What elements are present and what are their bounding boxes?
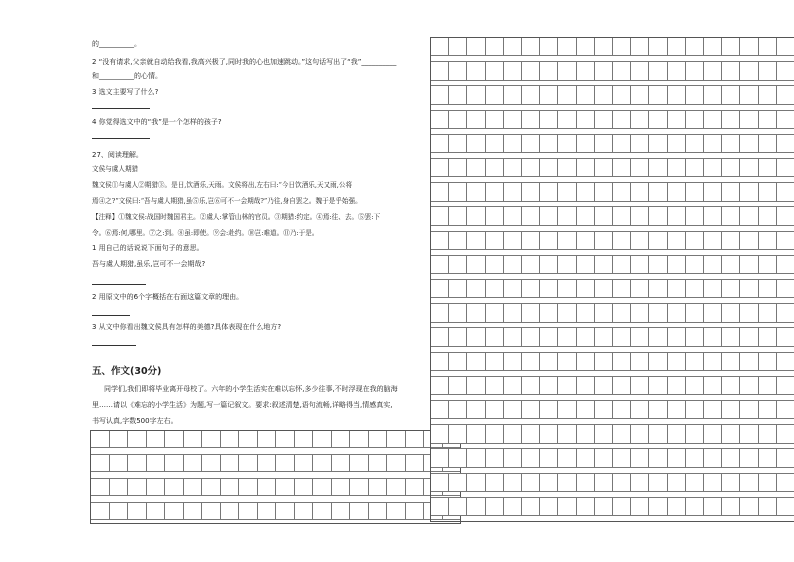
composition-prompt-line: 里……请以《难忘的小学生活》为题,写一篇记叙文。要求:叙述清楚,语句流畅,详略得当,情感真实,: [92, 401, 393, 409]
composition-prompt-line: 同学们,我们即将毕业离开母校了。六年的小学生活实在难以忘怀,多少往事,不时浮现在我的脑海: [104, 385, 398, 393]
notes-line: 令。⑥焉:何,哪里。⑦之:到。⑧虽:即使。⑨会:赴约。⑩岂:难道。⑪乃:于是。: [92, 229, 319, 237]
sub-question-2: 2 用原文中的6个字概括在右面这篇文章的理由。: [92, 293, 244, 301]
answer-line: [92, 345, 136, 346]
composition-grid-right[interactable]: [430, 37, 794, 522]
question-27-heading: 27、阅读理解。: [92, 151, 143, 159]
composition-prompt-line: 书写认真,字数500字左右。: [92, 417, 178, 425]
question-1-tail: 的__________。: [92, 40, 141, 48]
question-2-text-cont: 和__________的心情。: [92, 72, 162, 80]
question-3-text: 3 选文主要写了什么?: [92, 88, 159, 96]
question-4-text: 4 你觉得选文中的“我”是一个怎样的孩子?: [92, 118, 222, 126]
sub-question-1-sentence: 吾与虞人期猎,虽乐,岂可不一会期哉?: [92, 260, 206, 268]
answer-line: [92, 138, 150, 139]
passage-title: 文侯与虞人期猎: [92, 165, 139, 173]
answer-line: [92, 315, 130, 316]
notes-line: 【注释】①魏文侯:战国时魏国君主。②虞人:掌管山林的官员。③期猎:约定。④焉:往、去。⑤罢:下: [92, 213, 381, 221]
grid-border: [430, 37, 794, 522]
sub-question-3: 3 从文中你看出魏文侯具有怎样的美德?具体表现在什么地方?: [92, 323, 282, 331]
composition-grid-left[interactable]: [90, 430, 461, 524]
answer-line: [92, 284, 146, 285]
question-2-text: 2 “没有请求,父亲就自动给我看,我高兴极了,同时我的心也加速跳动。”这句话写出了“我”__________: [92, 58, 397, 66]
composition-heading: 五、作文(30分): [92, 366, 162, 377]
sub-question-1: 1 用自己的话说说下面句子的意思。: [92, 244, 204, 252]
answer-line: [92, 108, 150, 109]
passage-line: 魏文侯①与虞人②期猎③。是日,饮酒乐,天雨。文侯将出,左右曰:“今日饮酒乐,天又雨,公将: [92, 181, 353, 189]
passage-line: 焉④之?”文侯曰:“吾与虞人期猎,虽⑤乐,岂⑥可不一会期哉?”乃往,身自罢之。魏于是乎始强。: [92, 197, 362, 205]
grid-border: [90, 430, 461, 524]
